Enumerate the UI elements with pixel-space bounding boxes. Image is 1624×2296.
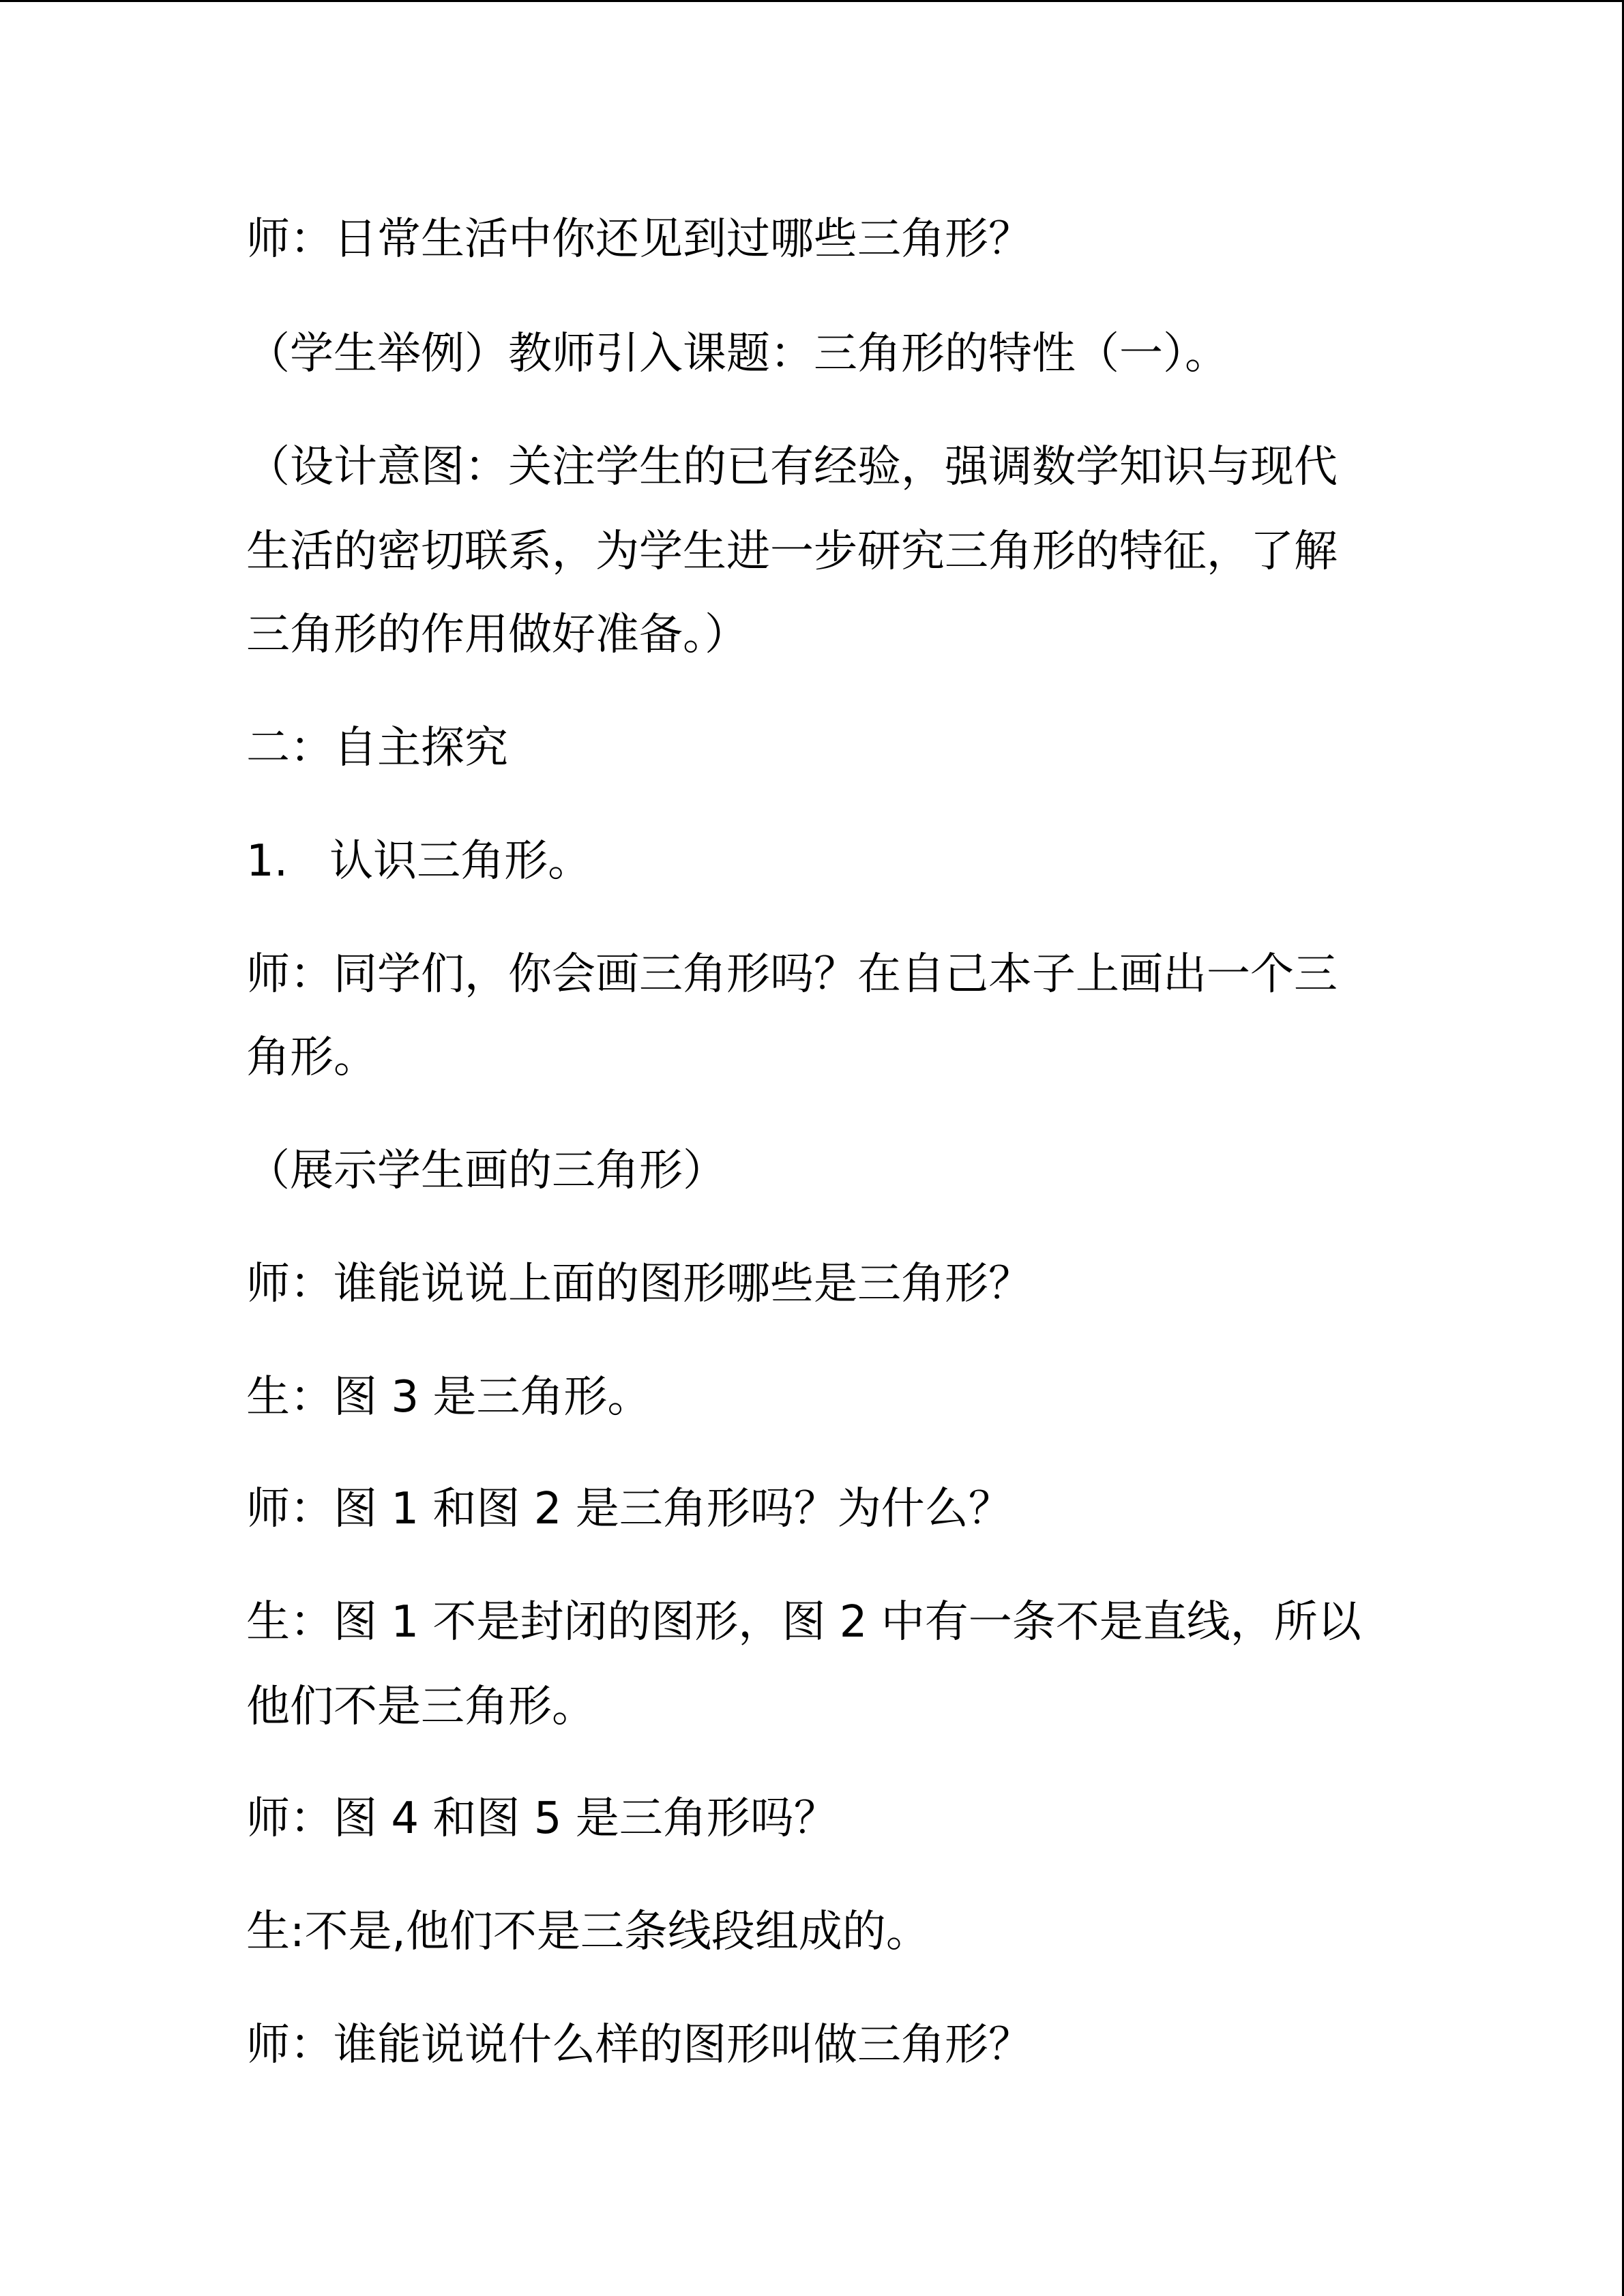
text-line: 师：谁能说说什么样的图形叫做三角形？	[246, 2020, 1032, 2070]
text-line: 师：谁能说说上面的图形哪些是三角形？	[246, 1259, 1032, 1309]
text-line: 角形。	[246, 1032, 377, 1083]
text-line: 生:不是,他们不是三条线段组成的。	[246, 1907, 930, 1957]
text-line: 生：图 3 是三角形。	[246, 1372, 651, 1422]
text-line: 师：日常生活中你还见到过哪些三角形？	[246, 214, 1032, 265]
section-heading: 二：自主探究	[246, 723, 508, 773]
text-line: （设计意图：关注学生的已有经验，强调数学知识与现代	[246, 442, 1338, 492]
text-line: 三角形的作用做好准备。）	[246, 610, 748, 660]
text-line: 生活的密切联系，为学生进一步研究三角形的特征，了解	[246, 526, 1338, 577]
text-line: 师：同学们，你会画三角形吗？在自己本子上画出一个三	[246, 949, 1338, 1000]
text-line: 师：图 4 和图 5 是三角形吗？	[246, 1793, 838, 1844]
numbered-item: 1. 认识三角形。	[246, 836, 592, 886]
text-line: （学生举例）教师引入课题：三角形的特性（一）。	[246, 329, 1228, 379]
text-line: （展示学生画的三角形）	[246, 1146, 726, 1196]
text-line: 师：图 1 和图 2 是三角形吗？为什么？	[246, 1484, 1012, 1534]
text-line: 他们不是三角形。	[246, 1682, 595, 1732]
text-line: 生：图 1 不是封闭的图形，图 2 中有一条不是直线，所以	[246, 1597, 1361, 1648]
